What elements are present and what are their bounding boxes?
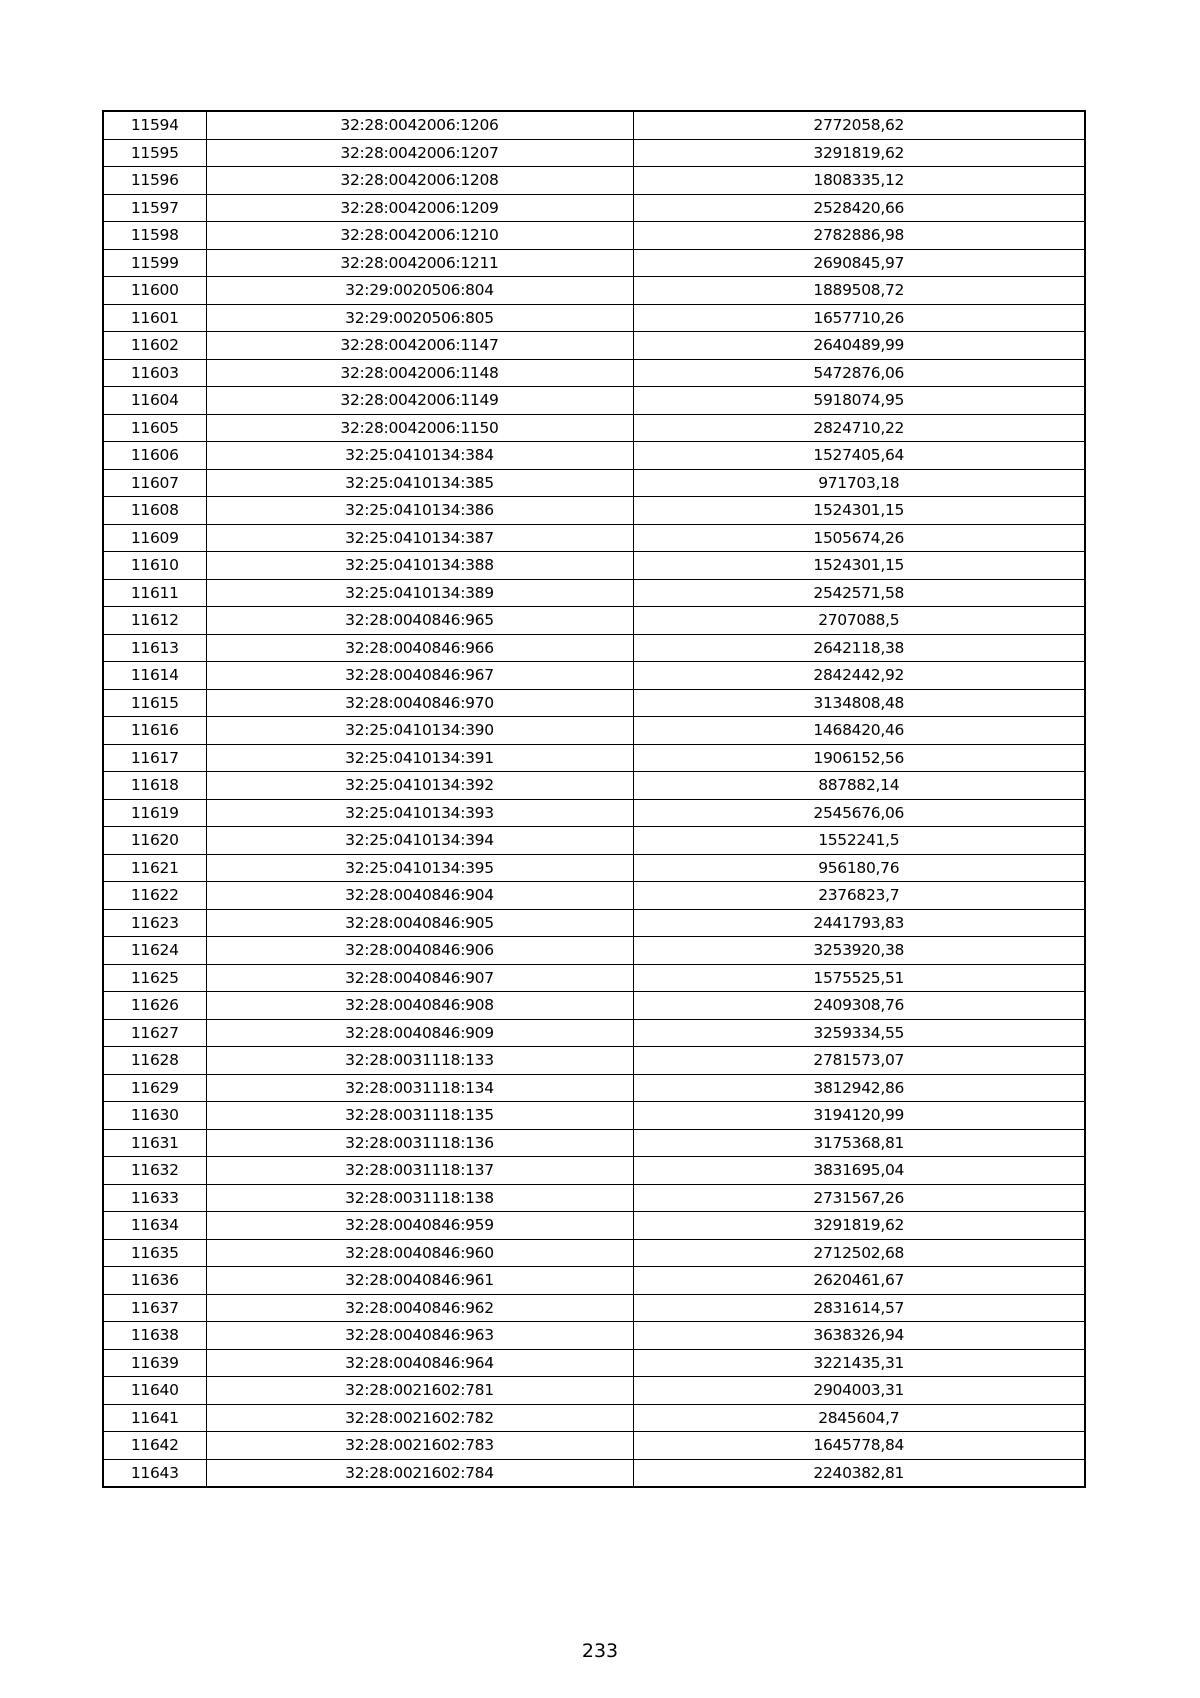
- table-row: [103, 772, 1085, 800]
- table-row: [103, 194, 1085, 222]
- cadastral-value-cell: 2441793,83: [633, 909, 1085, 937]
- cadastral-number-cell: 32:28:0040846:907: [206, 964, 633, 992]
- cadastral-value-cell: 3194120,99: [633, 1102, 1085, 1130]
- cadastral-value-cell: 1657710,26: [633, 304, 1085, 332]
- table-row: [103, 1129, 1085, 1157]
- row-number-cell: 11610: [103, 552, 206, 580]
- table-row: [103, 1377, 1085, 1405]
- row-number-cell: 11605: [103, 414, 206, 442]
- cadastral-value-cell: 2690845,97: [633, 249, 1085, 277]
- row-number-cell: 11614: [103, 662, 206, 690]
- cadastral-value-cell: 1468420,46: [633, 717, 1085, 745]
- table-row: [103, 909, 1085, 937]
- cadastral-number-cell: 32:25:0410134:392: [206, 772, 633, 800]
- row-number-cell: 11618: [103, 772, 206, 800]
- cadastral-number-cell: 32:28:0031118:133: [206, 1047, 633, 1075]
- cadastral-number-cell: 32:28:0042006:1148: [206, 359, 633, 387]
- row-number-cell: 11634: [103, 1212, 206, 1240]
- cadastral-value-cell: 2409308,76: [633, 992, 1085, 1020]
- table-row: [103, 1184, 1085, 1212]
- row-number-cell: 11623: [103, 909, 206, 937]
- row-number-cell: 11600: [103, 277, 206, 305]
- row-number-cell: 11627: [103, 1019, 206, 1047]
- table-row: [103, 277, 1085, 305]
- row-number-cell: 11625: [103, 964, 206, 992]
- row-number-cell: 11607: [103, 469, 206, 497]
- cadastral-number-cell: 32:28:0040846:909: [206, 1019, 633, 1047]
- cadastral-value-cell: 1552241,5: [633, 827, 1085, 855]
- cadastral-value-cell: 1524301,15: [633, 552, 1085, 580]
- cadastral-number-cell: 32:25:0410134:395: [206, 854, 633, 882]
- cadastral-number-cell: 32:28:0021602:783: [206, 1432, 633, 1460]
- cadastral-number-cell: 32:28:0040846:970: [206, 689, 633, 717]
- table-row: [103, 1212, 1085, 1240]
- cadastral-value-cell: 5918074,95: [633, 387, 1085, 415]
- cadastral-number-cell: 32:28:0040846:960: [206, 1239, 633, 1267]
- table-row: [103, 799, 1085, 827]
- row-number-cell: 11608: [103, 497, 206, 525]
- table-row: [103, 882, 1085, 910]
- cadastral-value-cell: 2376823,7: [633, 882, 1085, 910]
- cadastral-value-cell: 2904003,31: [633, 1377, 1085, 1405]
- row-number-cell: 11636: [103, 1267, 206, 1295]
- cadastral-number-cell: 32:28:0040846:964: [206, 1349, 633, 1377]
- table-row: [103, 1294, 1085, 1322]
- table-row: [103, 552, 1085, 580]
- table-row: [103, 854, 1085, 882]
- cadastral-number-cell: 32:28:0042006:1206: [206, 111, 633, 139]
- cadastral-number-cell: 32:28:0042006:1208: [206, 167, 633, 195]
- cadastral-value-table: [102, 110, 1086, 1488]
- cadastral-value-cell: 1575525,51: [633, 964, 1085, 992]
- table-row: [103, 332, 1085, 360]
- row-number-cell: 11601: [103, 304, 206, 332]
- cadastral-value-cell: 3221435,31: [633, 1349, 1085, 1377]
- row-number-cell: 11632: [103, 1157, 206, 1185]
- row-number-cell: 11643: [103, 1459, 206, 1487]
- cadastral-value-cell: 2782886,98: [633, 222, 1085, 250]
- table-row: [103, 359, 1085, 387]
- table-row: [103, 111, 1085, 139]
- cadastral-number-cell: 32:28:0042006:1150: [206, 414, 633, 442]
- cadastral-number-cell: 32:28:0042006:1149: [206, 387, 633, 415]
- row-number-cell: 11602: [103, 332, 206, 360]
- table-row: [103, 387, 1085, 415]
- cadastral-value-cell: 971703,18: [633, 469, 1085, 497]
- table-row: [103, 1047, 1085, 1075]
- table-row: [103, 524, 1085, 552]
- cadastral-number-cell: 32:25:0410134:387: [206, 524, 633, 552]
- cadastral-value-cell: 2545676,06: [633, 799, 1085, 827]
- cadastral-number-cell: 32:28:0031118:135: [206, 1102, 633, 1130]
- cadastral-value-cell: 3175368,81: [633, 1129, 1085, 1157]
- cadastral-number-cell: 32:28:0042006:1207: [206, 139, 633, 167]
- table-row: [103, 414, 1085, 442]
- table-row: [103, 1459, 1085, 1487]
- cadastral-value-table-container: [102, 110, 1084, 1488]
- cadastral-value-cell: 3291819,62: [633, 1212, 1085, 1240]
- table-row: [103, 827, 1085, 855]
- cadastral-value-cell: 956180,76: [633, 854, 1085, 882]
- cadastral-number-cell: 32:25:0410134:389: [206, 579, 633, 607]
- cadastral-value-cell: 2528420,66: [633, 194, 1085, 222]
- row-number-cell: 11613: [103, 634, 206, 662]
- cadastral-value-cell: 3812942,86: [633, 1074, 1085, 1102]
- cadastral-value-cell: 2772058,62: [633, 111, 1085, 139]
- row-number-cell: 11599: [103, 249, 206, 277]
- row-number-cell: 11612: [103, 607, 206, 635]
- cadastral-value-cell: 1527405,64: [633, 442, 1085, 470]
- table-row: [103, 442, 1085, 470]
- cadastral-value-cell: 1505674,26: [633, 524, 1085, 552]
- cadastral-number-cell: 32:28:0040846:966: [206, 634, 633, 662]
- cadastral-number-cell: 32:25:0410134:391: [206, 744, 633, 772]
- cadastral-value-cell: 3134808,48: [633, 689, 1085, 717]
- table-row: [103, 1432, 1085, 1460]
- table-row: [103, 469, 1085, 497]
- table-row: [103, 1102, 1085, 1130]
- cadastral-value-cell: 3259334,55: [633, 1019, 1085, 1047]
- cadastral-value-cell: 2831614,57: [633, 1294, 1085, 1322]
- cadastral-value-cell: 3831695,04: [633, 1157, 1085, 1185]
- table-row: [103, 579, 1085, 607]
- cadastral-number-cell: 32:28:0040846:965: [206, 607, 633, 635]
- table-row: [103, 249, 1085, 277]
- cadastral-number-cell: 32:28:0040846:962: [206, 1294, 633, 1322]
- cadastral-number-cell: 32:28:0040846:963: [206, 1322, 633, 1350]
- row-number-cell: 11635: [103, 1239, 206, 1267]
- cadastral-value-cell: 2620461,67: [633, 1267, 1085, 1295]
- row-number-cell: 11620: [103, 827, 206, 855]
- row-number-cell: 11598: [103, 222, 206, 250]
- cadastral-value-cell: 1524301,15: [633, 497, 1085, 525]
- cadastral-value-cell: 1889508,72: [633, 277, 1085, 305]
- table-row: [103, 937, 1085, 965]
- cadastral-value-cell: 2707088,5: [633, 607, 1085, 635]
- table-row: [103, 1239, 1085, 1267]
- row-number-cell: 11629: [103, 1074, 206, 1102]
- table-body: [103, 111, 1085, 1487]
- row-number-cell: 11611: [103, 579, 206, 607]
- cadastral-number-cell: 32:25:0410134:393: [206, 799, 633, 827]
- row-number-cell: 11606: [103, 442, 206, 470]
- cadastral-number-cell: 32:28:0042006:1209: [206, 194, 633, 222]
- table-row: [103, 167, 1085, 195]
- cadastral-number-cell: 32:28:0042006:1211: [206, 249, 633, 277]
- row-number-cell: 11637: [103, 1294, 206, 1322]
- cadastral-number-cell: 32:28:0040846:908: [206, 992, 633, 1020]
- row-number-cell: 11642: [103, 1432, 206, 1460]
- cadastral-number-cell: 32:28:0040846:906: [206, 937, 633, 965]
- row-number-cell: 11603: [103, 359, 206, 387]
- cadastral-number-cell: 32:25:0410134:390: [206, 717, 633, 745]
- row-number-cell: 11639: [103, 1349, 206, 1377]
- cadastral-number-cell: 32:28:0040846:904: [206, 882, 633, 910]
- table-row: [103, 1267, 1085, 1295]
- table-row: [103, 1404, 1085, 1432]
- row-number-cell: 11609: [103, 524, 206, 552]
- cadastral-number-cell: 32:29:0020506:805: [206, 304, 633, 332]
- cadastral-number-cell: 32:28:0042006:1147: [206, 332, 633, 360]
- cadastral-number-cell: 32:28:0031118:137: [206, 1157, 633, 1185]
- cadastral-number-cell: 32:28:0031118:138: [206, 1184, 633, 1212]
- row-number-cell: 11617: [103, 744, 206, 772]
- table-row: [103, 992, 1085, 1020]
- table-row: [103, 964, 1085, 992]
- cadastral-value-cell: 2712502,68: [633, 1239, 1085, 1267]
- cadastral-number-cell: 32:28:0040846:905: [206, 909, 633, 937]
- cadastral-number-cell: 32:28:0021602:782: [206, 1404, 633, 1432]
- cadastral-number-cell: 32:28:0042006:1210: [206, 222, 633, 250]
- cadastral-number-cell: 32:28:0031118:134: [206, 1074, 633, 1102]
- cadastral-value-cell: 5472876,06: [633, 359, 1085, 387]
- cadastral-value-cell: 2642118,38: [633, 634, 1085, 662]
- cadastral-number-cell: 32:25:0410134:384: [206, 442, 633, 470]
- table-row: [103, 139, 1085, 167]
- cadastral-value-cell: 887882,14: [633, 772, 1085, 800]
- table-row: [103, 662, 1085, 690]
- row-number-cell: 11595: [103, 139, 206, 167]
- table-row: [103, 1157, 1085, 1185]
- row-number-cell: 11630: [103, 1102, 206, 1130]
- row-number-cell: 11624: [103, 937, 206, 965]
- row-number-cell: 11631: [103, 1129, 206, 1157]
- cadastral-number-cell: 32:25:0410134:394: [206, 827, 633, 855]
- cadastral-value-cell: 3253920,38: [633, 937, 1085, 965]
- table-row: [103, 689, 1085, 717]
- page-number: 233: [581, 1640, 619, 1662]
- table-row: [103, 1074, 1085, 1102]
- cadastral-number-cell: 32:28:0021602:781: [206, 1377, 633, 1405]
- row-number-cell: 11597: [103, 194, 206, 222]
- cadastral-value-cell: 3291819,62: [633, 139, 1085, 167]
- cadastral-value-cell: 1906152,56: [633, 744, 1085, 772]
- row-number-cell: 11594: [103, 111, 206, 139]
- row-number-cell: 11615: [103, 689, 206, 717]
- table-row: [103, 1349, 1085, 1377]
- row-number-cell: 11638: [103, 1322, 206, 1350]
- row-number-cell: 11626: [103, 992, 206, 1020]
- cadastral-value-cell: 3638326,94: [633, 1322, 1085, 1350]
- cadastral-number-cell: 32:28:0040846:961: [206, 1267, 633, 1295]
- cadastral-value-cell: 1808335,12: [633, 167, 1085, 195]
- cadastral-number-cell: 32:28:0031118:136: [206, 1129, 633, 1157]
- row-number-cell: 11604: [103, 387, 206, 415]
- cadastral-value-cell: 2240382,81: [633, 1459, 1085, 1487]
- table-row: [103, 744, 1085, 772]
- cadastral-number-cell: 32:29:0020506:804: [206, 277, 633, 305]
- row-number-cell: 11619: [103, 799, 206, 827]
- cadastral-value-cell: 1645778,84: [633, 1432, 1085, 1460]
- row-number-cell: 11628: [103, 1047, 206, 1075]
- cadastral-value-cell: 2842442,92: [633, 662, 1085, 690]
- cadastral-number-cell: 32:28:0040846:959: [206, 1212, 633, 1240]
- cadastral-number-cell: 32:25:0410134:385: [206, 469, 633, 497]
- row-number-cell: 11621: [103, 854, 206, 882]
- cadastral-value-cell: 2845604,7: [633, 1404, 1085, 1432]
- cadastral-value-cell: 2731567,26: [633, 1184, 1085, 1212]
- cadastral-value-cell: 2640489,99: [633, 332, 1085, 360]
- cadastral-value-cell: 2542571,58: [633, 579, 1085, 607]
- cadastral-value-cell: 2781573,07: [633, 1047, 1085, 1075]
- cadastral-number-cell: 32:25:0410134:386: [206, 497, 633, 525]
- row-number-cell: 11596: [103, 167, 206, 195]
- row-number-cell: 11622: [103, 882, 206, 910]
- cadastral-number-cell: 32:25:0410134:388: [206, 552, 633, 580]
- cadastral-number-cell: 32:28:0021602:784: [206, 1459, 633, 1487]
- row-number-cell: 11640: [103, 1377, 206, 1405]
- row-number-cell: 11633: [103, 1184, 206, 1212]
- table-row: [103, 717, 1085, 745]
- table-row: [103, 607, 1085, 635]
- table-row: [103, 1019, 1085, 1047]
- cadastral-number-cell: 32:28:0040846:967: [206, 662, 633, 690]
- table-row: [103, 497, 1085, 525]
- row-number-cell: 11641: [103, 1404, 206, 1432]
- table-row: [103, 634, 1085, 662]
- cadastral-value-cell: 2824710,22: [633, 414, 1085, 442]
- table-row: [103, 304, 1085, 332]
- table-row: [103, 222, 1085, 250]
- table-row: [103, 1322, 1085, 1350]
- row-number-cell: 11616: [103, 717, 206, 745]
